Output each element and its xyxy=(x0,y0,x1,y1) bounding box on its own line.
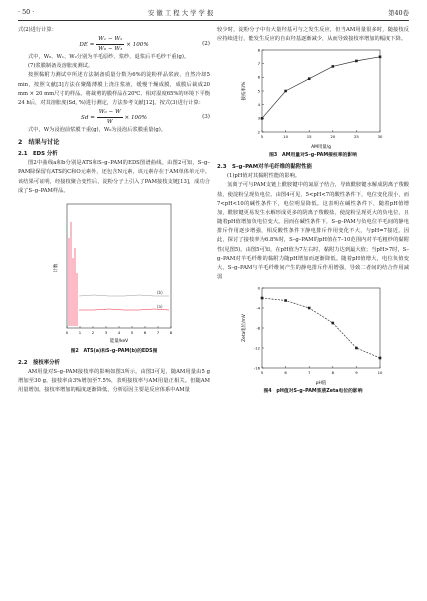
x-tick-label: 9 xyxy=(355,370,358,376)
data-point xyxy=(261,297,264,300)
plot-frame xyxy=(262,50,380,132)
equation-numerator: W₁ − W₂ xyxy=(96,35,124,45)
data-point xyxy=(332,65,335,68)
equation-denominator: W₀ − W₃ xyxy=(98,46,123,53)
figure-2 xyxy=(49,198,179,348)
subsection-heading: 2.1 EDS 分析 xyxy=(18,151,58,158)
paragraph: 氢离子可与PAM支链上酰胺键中的氮原子结合，导致酰胺键水解成阴离子羧酸盐，使淀粉呈现负电位。由图4可见，5<pH<7的酸性条件下，电位变化很小，而7<pH<10的碱性条件下，电位明显降低。这表明在碱性条件下，随着pH值增加，酰胺键更易发生水解形成更多的阴离子羧酸盐，使淀粉呈现更大的负电位，且随着pH值增加负电位变大。因而在碱性条件下，S–g–PAM与负电位羊毛间的静电排斥作用逐步增强，相反酸性条件下静电排斥作用变化不大，与pH=7接近。因此，探讨了接枝率为6.8%时，S–g–PAM的pH值在7–10范围内对羊毛粗纱的黏附性(见图5)。由图5可知，在pH值为7左右时，黏附力达到最大值；当pH>7时，S–g–PAM对羊毛纤维的黏附力随pH增加而逐渐降低。随着pH值增大，电位负值变大，S–g–PAM与羊毛纤维间产生的静电排斥作用增强，导致二者间的结合作用减弱 xyxy=(217,182,409,281)
y-tick-label: 8 xyxy=(257,47,260,53)
paragraph: AM用量对S–g–PAM接枝率的影响如图3所示。由图3可见，随AM用量由5 g增加至30 g，接枝率由3%增加至7.5%，表明接枝率与AM用量正相关。但随AM用量增加，接枝率增加的幅度逐渐降低，分析原因主要是反应体系中AM量 xyxy=(18,368,210,394)
data-point xyxy=(284,299,287,302)
x-axis-label: AM用量/g xyxy=(311,145,331,151)
curve-label-a: (a) xyxy=(157,303,163,309)
y-axis-label: 接枝率/% xyxy=(242,81,247,101)
x-tick-label: 20 xyxy=(330,134,336,140)
x-tick-label: 25 xyxy=(353,134,359,140)
y-axis-label: 计数 xyxy=(54,263,59,273)
curve-b-baseline xyxy=(79,295,169,296)
x-tick-label: 8 xyxy=(331,370,335,376)
y-tick-label: -4 xyxy=(256,305,260,311)
page-number: · 50 · xyxy=(18,8,35,16)
data-point xyxy=(379,56,382,59)
x-axis-label: 能量/keV xyxy=(109,338,129,344)
figure-caption: 图3 AM用量对S–g–PAM接枝率的影响 xyxy=(269,153,357,159)
data-point xyxy=(308,78,311,81)
data-point xyxy=(284,90,287,93)
x-tick-label: 0 xyxy=(65,329,69,335)
subsection-heading: 2.3 S–g–PAM对羊毛纤维的黏附性能 xyxy=(217,164,312,171)
y-tick-label: -8 xyxy=(256,325,260,331)
x-axis-label: pH值 xyxy=(315,381,327,387)
paragraph: 按照黏附力测试中所述方法制备质量分数为6%的淀粉样品浆液，自然冷却5 min，按照文献[3]方法在聚酯薄膜上浇注浆液，缓慢干燥成膜，成膜后裁成20 mm × 20 mm尺寸的样品。将裁剪的膜样品在20℃、相对湿度65%的环境下平衡24 h后，对其溶胀度(Sd, %)进行测定，方法参考文献[12]。按式(3)进行计算： xyxy=(18,72,210,106)
paragraph: 式(2)进行计算： xyxy=(18,27,57,33)
x-tick-label: 4 xyxy=(117,329,121,335)
eds-spectrum-chart xyxy=(49,198,179,348)
paragraph: 较少时，淀粉分子中有大量羟基可与之发生反应，但当AM用量很多时，随接枝反应持续进行，能发生反应的自由羟基逐渐减少，从而导致接枝率增加的幅度下降。 xyxy=(217,27,409,43)
paragraph: (1)pH值对其黏附性能的影响。 xyxy=(227,173,301,180)
paragraph: 图2中曲线a和b分别是ATS和S–g–PAM的EDS图谱曲线。由图2可知，S–g–PAM除保留有ATS的C和O元素外，还包含N元素，该元素存在于AM单体单元中。该结果可证明，经接枝聚合变性后，淀粉分子上引入了PAM接枝支链[13]，成功合成了S–g–PAM样品。 xyxy=(18,160,210,194)
figure-caption: 图4 pH值对S–g–PAM浆液Zeta电位的影响 xyxy=(263,389,363,395)
page-header xyxy=(18,8,409,20)
x-tick-label: 5 xyxy=(260,370,264,376)
equation-suffix: × 100% xyxy=(126,42,149,49)
data-point xyxy=(332,322,335,325)
equation-fraction xyxy=(96,35,124,54)
data-point xyxy=(355,347,358,350)
equation-3 xyxy=(18,108,210,126)
equation-numerator: W₀ − W xyxy=(97,108,123,118)
curve-label-b: (b) xyxy=(157,289,163,295)
paragraph: 式中，W为浸泡前浆膜干重(g)，W₀为浸泡后浆膜重量(g)。 xyxy=(28,127,167,134)
y-tick-label: 2 xyxy=(257,129,260,135)
x-tick-label: 30 xyxy=(377,134,383,140)
x-tick-label: 5 xyxy=(130,329,134,335)
axis-ticks xyxy=(254,285,383,375)
series-line xyxy=(262,298,380,358)
x-tick-label: 7 xyxy=(156,329,160,335)
x-tick-label: 8 xyxy=(169,329,173,335)
series-points xyxy=(261,56,382,120)
series-points xyxy=(261,297,382,360)
x-tick-label: 10 xyxy=(283,134,289,140)
x-tick-label: 6 xyxy=(143,329,147,335)
figure-3 xyxy=(238,46,388,152)
y-tick-label: -16 xyxy=(253,365,260,371)
x-tick-label: 7 xyxy=(307,370,311,376)
equation-fraction xyxy=(97,108,123,127)
x-tick-label: 1 xyxy=(78,329,82,335)
x-tick-label: 6 xyxy=(284,370,287,376)
zeta-potential-chart xyxy=(238,284,388,388)
equation-denominator: W xyxy=(106,119,113,126)
figure-4 xyxy=(238,284,388,388)
axis-ticks xyxy=(258,48,383,140)
x-tick-label: 2 xyxy=(91,329,95,335)
journal-title: 安 徽 工 程 大 学 学 报 xyxy=(148,9,214,17)
y-tick-label: -12 xyxy=(253,345,260,351)
section-heading: 2 结果与讨论 xyxy=(18,139,60,147)
left-column xyxy=(18,26,210,395)
curve-a-baseline xyxy=(79,309,169,310)
series-line xyxy=(262,57,380,119)
x-tick-label: 5 xyxy=(260,134,264,140)
equation-suffix: × 100% xyxy=(124,115,147,122)
grafting-rate-chart xyxy=(238,46,388,152)
y-tick-label: 0 xyxy=(257,285,260,291)
y-tick-label: 5 xyxy=(257,88,260,94)
x-tick-label: 3 xyxy=(104,329,108,335)
data-point xyxy=(308,307,311,310)
paragraph: 式中，W₀、W₁、W₂分别为羊毛原纱、浆纱、退浆后羊毛纱干重(g)。 xyxy=(28,54,190,61)
data-point xyxy=(355,60,358,63)
figure-caption: 图2 ATS(a)和S–g–PAM(b)的EDS图 xyxy=(70,348,158,354)
equation-2 xyxy=(18,35,210,53)
data-point xyxy=(261,117,264,120)
data-point xyxy=(379,357,382,360)
y-axis-label: Zeta电位/mV xyxy=(242,314,247,343)
equation-lhs: Sd = xyxy=(81,115,95,122)
paragraph: (7)浆膜制备及溶胀度测试。 xyxy=(28,63,94,70)
y-tick-label: 3 xyxy=(257,115,260,121)
equation-number: (3) xyxy=(202,114,210,121)
y-tick-label: 7 xyxy=(257,61,260,67)
equation-lhs: DE = xyxy=(79,42,95,49)
x-tick-label: 10 xyxy=(377,370,383,376)
y-tick-label: 4 xyxy=(257,102,260,108)
equation-number: (2) xyxy=(202,41,210,48)
plot-frame xyxy=(67,204,171,328)
header-rule xyxy=(18,20,409,21)
x-tick-label: 15 xyxy=(306,134,312,140)
x-axis-ticks xyxy=(66,326,173,335)
y-tick-label: 6 xyxy=(257,74,260,80)
right-column xyxy=(217,26,409,399)
subsection-heading: 2.2 接枝率分析 xyxy=(18,359,60,366)
volume-label: 第40卷 xyxy=(388,9,409,17)
